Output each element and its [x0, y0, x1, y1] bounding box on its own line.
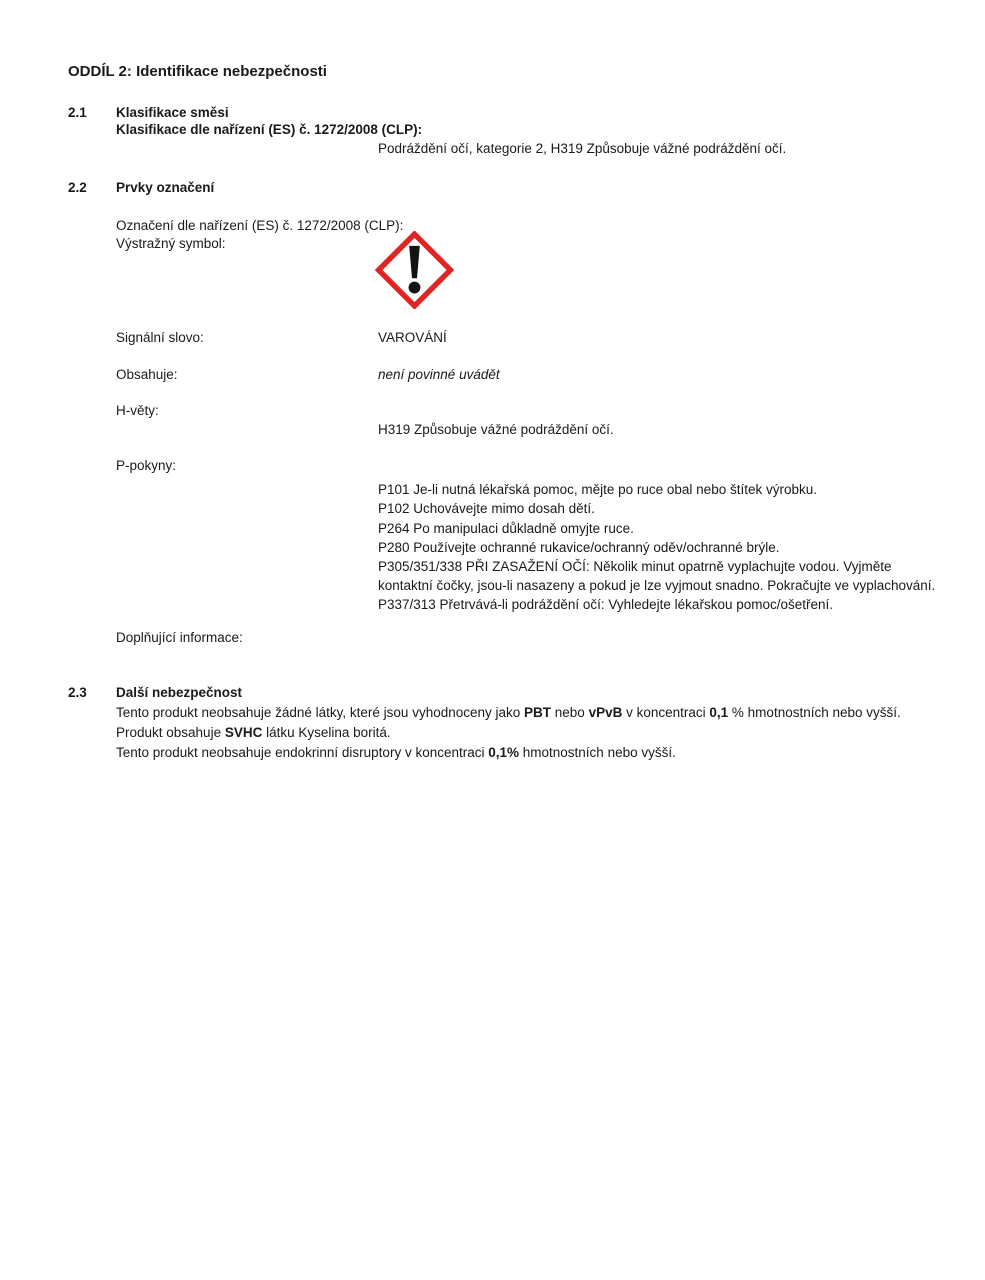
section-2-2-heading: Prvky označení: [116, 180, 215, 195]
section-2-3-number: 2.3: [68, 685, 87, 700]
p-statement-p280: P280 Používejte ochranné rukavice/ochranný oděv/ochranné brýle.: [378, 540, 780, 555]
other-hazards-line-svhc: Produkt obsahuje SVHC látku Kyselina boritá.: [116, 725, 391, 740]
p-statement-p305-line1: P305/351/338 PŘI ZASAŽENÍ OČÍ: Několik minut opatrně vyplachujte vodou. Vyjměte: [378, 559, 892, 574]
classification-clp-label: Klasifikace dle nařízení (ES) č. 1272/2008 (CLP):: [116, 122, 423, 137]
contains-value: není povinné uvádět: [378, 367, 500, 382]
section-2-3-heading: Další nebezpečnost: [116, 685, 243, 700]
p-statement-p101: P101 Je-li nutná lékařská pomoc, mějte po ruce obal nebo štítek výrobku.: [378, 482, 817, 497]
p-statement-p264: P264 Po manipulaci důkladně omyjte ruce.: [378, 521, 634, 536]
section-2-1-number: 2.1: [68, 105, 87, 120]
supplemental-info-label: Doplňující informace:: [116, 630, 243, 645]
section-2-title: ODDÍL 2: Identifikace nebezpečnosti: [68, 63, 327, 80]
signal-word-label: Signální slovo:: [116, 330, 204, 345]
other-hazards-line-pbt-vpvb: Tento produkt neobsahuje žádné látky, které jsou vyhodnoceny jako PBT nebo vPvB v koncentraci 0,1 % hmotnostních nebo vyšší.: [116, 705, 901, 720]
p-statement-p102: P102 Uchovávejte mimo dosah dětí.: [378, 501, 595, 516]
labelling-clp-intro: Označení dle nařízení (ES) č. 1272/2008 (CLP):: [116, 218, 404, 233]
p-statements-label: P-pokyny:: [116, 458, 177, 473]
classification-value: Podráždění očí, kategorie 2, H319 Způsobuje vážné podráždění očí.: [378, 141, 787, 156]
signal-word-value: VAROVÁNÍ: [378, 330, 447, 345]
other-hazards-line-endocrine: Tento produkt neobsahuje endokrinní disruptory v koncentraci 0,1% hmotnostních nebo vyšší.: [116, 745, 676, 760]
h-statements-label: H-věty:: [116, 403, 159, 418]
hazard-symbol-label: Výstražný symbol:: [116, 236, 226, 251]
p-statement-p337: P337/313 Přetrvává-li podráždění očí: Vyhledejte lékařskou pomoc/ošetření.: [378, 597, 834, 612]
contains-label: Obsahuje:: [116, 367, 178, 382]
p-statement-p305-line2: kontaktní čočky, jsou-li nasazeny a pokud je lze vyjmout snadno. Pokračujte ve vyplachování.: [378, 578, 936, 593]
section-2-1-heading: Klasifikace směsi: [116, 105, 229, 120]
ghs07-exclamation-icon: [375, 231, 454, 314]
h-statement-h319: H319 Způsobuje vážné podráždění očí.: [378, 422, 614, 437]
section-2-2-number: 2.2: [68, 180, 87, 195]
